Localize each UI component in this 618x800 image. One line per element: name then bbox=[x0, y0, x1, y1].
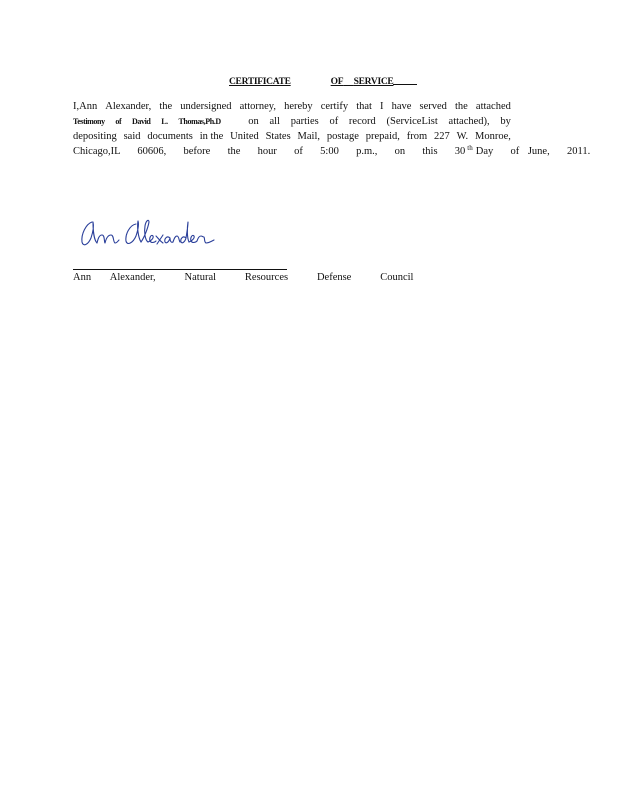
paragraph-word: the bbox=[455, 101, 468, 112]
paragraph-word: in the bbox=[199, 131, 224, 142]
paragraph-word: Testimony bbox=[73, 117, 105, 126]
signer-name: Ann Alexander, Natural Resources Defense Council bbox=[73, 272, 414, 283]
paragraph-word: David bbox=[132, 117, 151, 126]
paragraph-word: W. bbox=[456, 131, 469, 142]
paragraph-word: from bbox=[406, 131, 428, 142]
paragraph-line-2 bbox=[73, 114, 511, 129]
paragraph-word: attorney, bbox=[239, 101, 276, 112]
paragraph-word: prepaid, bbox=[365, 131, 400, 142]
paragraph-word: have bbox=[391, 101, 412, 112]
title-word-of: OF bbox=[330, 77, 344, 87]
paragraph-word: (ServiceList bbox=[386, 116, 438, 127]
paragraph-word: hereby bbox=[284, 101, 313, 112]
paragraph-word: by bbox=[500, 116, 511, 127]
handwritten-signature bbox=[78, 212, 218, 254]
paragraph-word: certify bbox=[320, 101, 349, 112]
paragraph-word: documents bbox=[147, 131, 193, 142]
document-title bbox=[229, 75, 394, 87]
signature-line bbox=[73, 269, 287, 270]
title-word-service: SERVICE bbox=[353, 77, 394, 87]
paragraph-word: on bbox=[248, 116, 259, 127]
paragraph-line-4-end: Day of June, 2011. bbox=[475, 146, 591, 157]
paragraph-line-1 bbox=[73, 99, 511, 114]
paragraph-word: record bbox=[348, 116, 376, 127]
paragraph-word: United bbox=[230, 131, 259, 142]
paragraph-word: L. bbox=[161, 117, 168, 126]
paragraph-word: Mail, bbox=[297, 131, 320, 142]
paragraph-word: of bbox=[115, 117, 122, 126]
paragraph-word: served bbox=[419, 101, 447, 112]
paragraph-word: Alexander, bbox=[105, 101, 152, 112]
paragraph-word: attached bbox=[475, 101, 511, 112]
title-word-certificate: CERTIFICATE bbox=[229, 77, 291, 87]
paragraph-word: Monroe, bbox=[475, 131, 511, 142]
paragraph-word: States bbox=[265, 131, 291, 142]
paragraph-word: I,Ann bbox=[73, 101, 98, 112]
paragraph-word: 227 bbox=[434, 131, 450, 142]
paragraph-line-3 bbox=[73, 129, 511, 144]
paragraph-word: undersigned bbox=[180, 101, 232, 112]
paragraph-word: said bbox=[123, 131, 141, 142]
paragraph-word: that bbox=[356, 101, 372, 112]
ordinal-suffix: th bbox=[467, 144, 473, 152]
paragraph-word: depositing bbox=[73, 131, 117, 142]
paragraph-word: parties bbox=[290, 116, 319, 127]
line-gap bbox=[232, 114, 238, 129]
paragraph-word: Thomas,Ph.D bbox=[178, 117, 221, 126]
paragraph-word: all bbox=[269, 116, 280, 127]
paragraph-word: of bbox=[329, 116, 339, 127]
certificate-paragraph bbox=[73, 99, 591, 159]
paragraph-line-4 bbox=[73, 144, 591, 159]
paragraph-line-4-text: Chicago,IL 60606, before the hour of 5:00 p.m., on this 30 bbox=[73, 146, 466, 157]
paragraph-word: attached), bbox=[448, 116, 490, 127]
paragraph-word: the bbox=[159, 101, 173, 112]
paragraph-word: I bbox=[380, 101, 384, 112]
paragraph-word: postage bbox=[326, 131, 359, 142]
